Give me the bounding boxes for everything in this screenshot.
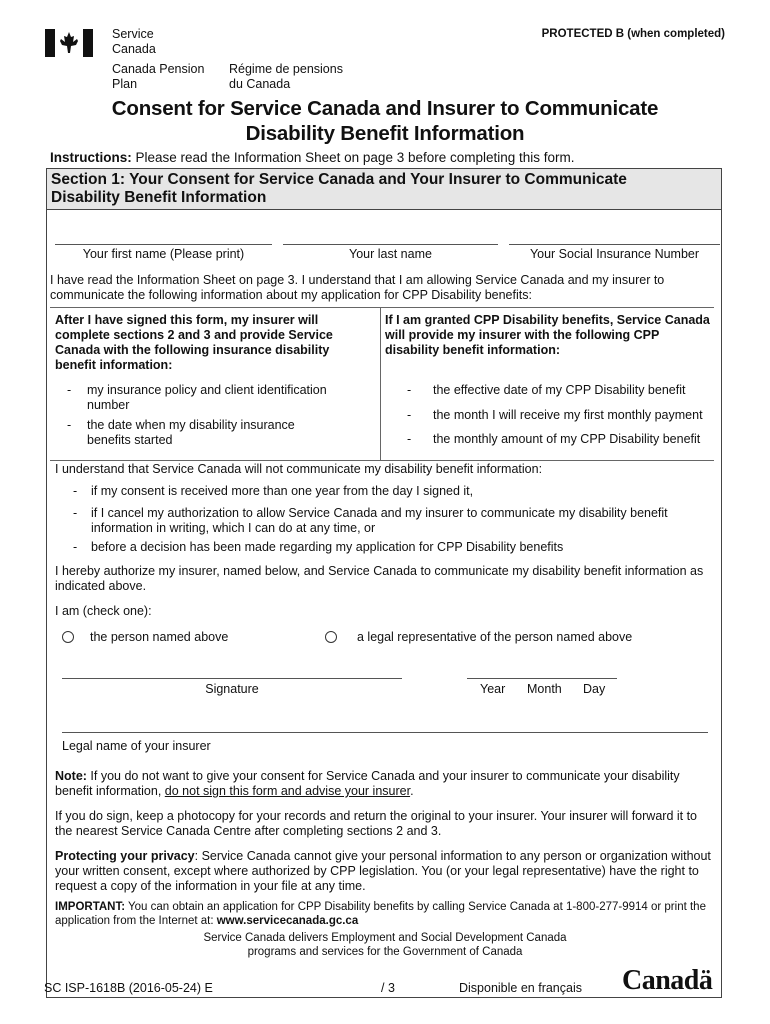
right-item-3: - the monthly amount of my CPP Disability benefit	[407, 432, 701, 446]
note-text: Note: If you do not want to give your consent for Service Canada and your insurer to communicate your disability benefit information, do not sign this form and advise your insurer.	[55, 769, 680, 798]
condition-3: - before a decision has been made regarding my application for CPP Disability benefits	[73, 540, 564, 554]
right-item-1: - the effective date of my CPP Disability benefit	[407, 383, 686, 397]
service-canada-url[interactable]: www.servicecanada.gc.ca	[216, 915, 359, 927]
last-name-input[interactable]	[283, 244, 498, 245]
intro-text: I have read the Information Sheet on page 3. I understand that I am allowing Service Canada and my insurer to communicate the following information about my application for CPP Disability benefits:	[50, 273, 665, 302]
option-legal-rep-label: a legal representative of the person named above	[357, 630, 633, 644]
program-name-en: Canada Pension Plan	[112, 62, 205, 91]
section-1-heading: Section 1: Your Consent for Service Canada and Your Insurer to Communicate Disability Benefit Information	[47, 169, 721, 210]
left-column-heading: After I have signed this form, my insurer will complete sections 2 and 3 and provide Service Canada with the following insurance disability benefit information:	[55, 313, 333, 372]
condition-2: - if I cancel my authorization to allow Service Canada and my insurer to communicate my disability benefit information in writing, which I can do at any time, or	[73, 506, 668, 535]
i-am-label: I am (check one):	[55, 604, 152, 618]
page-number: / 3	[381, 981, 395, 995]
protected-label: PROTECTED B (when completed)	[541, 28, 725, 40]
day-label: Day	[583, 682, 606, 696]
insurer-name-input[interactable]	[62, 732, 708, 733]
sin-label: Your Social Insurance Number	[529, 247, 700, 261]
form-number: SC ISP-1618B (2016-05-24) E	[44, 981, 213, 995]
dept-name-en: Service Canada	[112, 27, 156, 56]
canada-wordmark: Canadä	[622, 965, 713, 996]
insurer-name-label: Legal name of your insurer	[62, 739, 211, 753]
condition-1: - if my consent is received more than one year from the day I signed it,	[73, 484, 474, 498]
canada-flag-icon	[45, 29, 93, 57]
program-name-fr: Régime de pensions du Canada	[229, 62, 343, 91]
sign-instructions: If you do sign, keep a photocopy for your records and return the original to your insurer. Your insurer will forward it to the nearest Service Canada Centre after completing sections 2 and 3.	[55, 809, 698, 838]
privacy-text: Protecting your privacy: Service Canada cannot give your personal information to any person or organization without your written consent, except where authorized by CPP legislation. You (or your legal representative) have the right to request a copy of the information in your file at any time.	[55, 849, 711, 893]
month-label: Month	[527, 682, 562, 696]
not-communicate-text: I understand that Service Canada will not communicate my disability benefit information:	[55, 462, 543, 476]
instructions: Instructions: Please read the Information Sheet on page 3 before completing this form.	[50, 150, 575, 165]
left-item-2: - the date when my disability insurance benefits started	[67, 418, 295, 447]
authorize-text: I hereby authorize my insurer, named below, and Service Canada to communicate my disability benefit information as indicated above.	[55, 564, 704, 593]
first-name-label: Your first name (Please print)	[82, 247, 245, 261]
left-item-1: - my insurance policy and client identification number	[67, 383, 327, 412]
delivers-text: Service Canada delivers Employment and Social Development Canada programs and services for the Government of Canada	[203, 932, 567, 958]
french-availability: Disponible en français	[459, 981, 582, 995]
option-person-named-label: the person named above	[90, 630, 229, 644]
signature-label: Signature	[205, 682, 259, 696]
form-title: Consent for Service Canada and Insurer to Communicate Disability Benefit Information	[111, 97, 659, 145]
sin-input[interactable]	[509, 244, 720, 245]
right-column-heading: If I am granted CPP Disability benefits, Service Canada will provide my insurer with the following CPP disability benefit information:	[385, 313, 710, 357]
year-label: Year	[480, 682, 506, 696]
first-name-input[interactable]	[55, 244, 272, 245]
radio-legal-representative[interactable]	[325, 631, 337, 643]
important-text: IMPORTANT: You can obtain an application for CPP Disability benefits by calling Service Canada at 1-800-277-9914 or print the application from the Internet at: www.servicecanada.gc.ca	[55, 901, 706, 927]
right-item-2: - the month I will receive my first monthly payment	[407, 408, 703, 422]
signature-input[interactable]	[62, 678, 402, 679]
radio-person-named[interactable]	[62, 631, 74, 643]
last-name-label: Your last name	[349, 247, 432, 261]
date-input[interactable]	[467, 678, 617, 679]
